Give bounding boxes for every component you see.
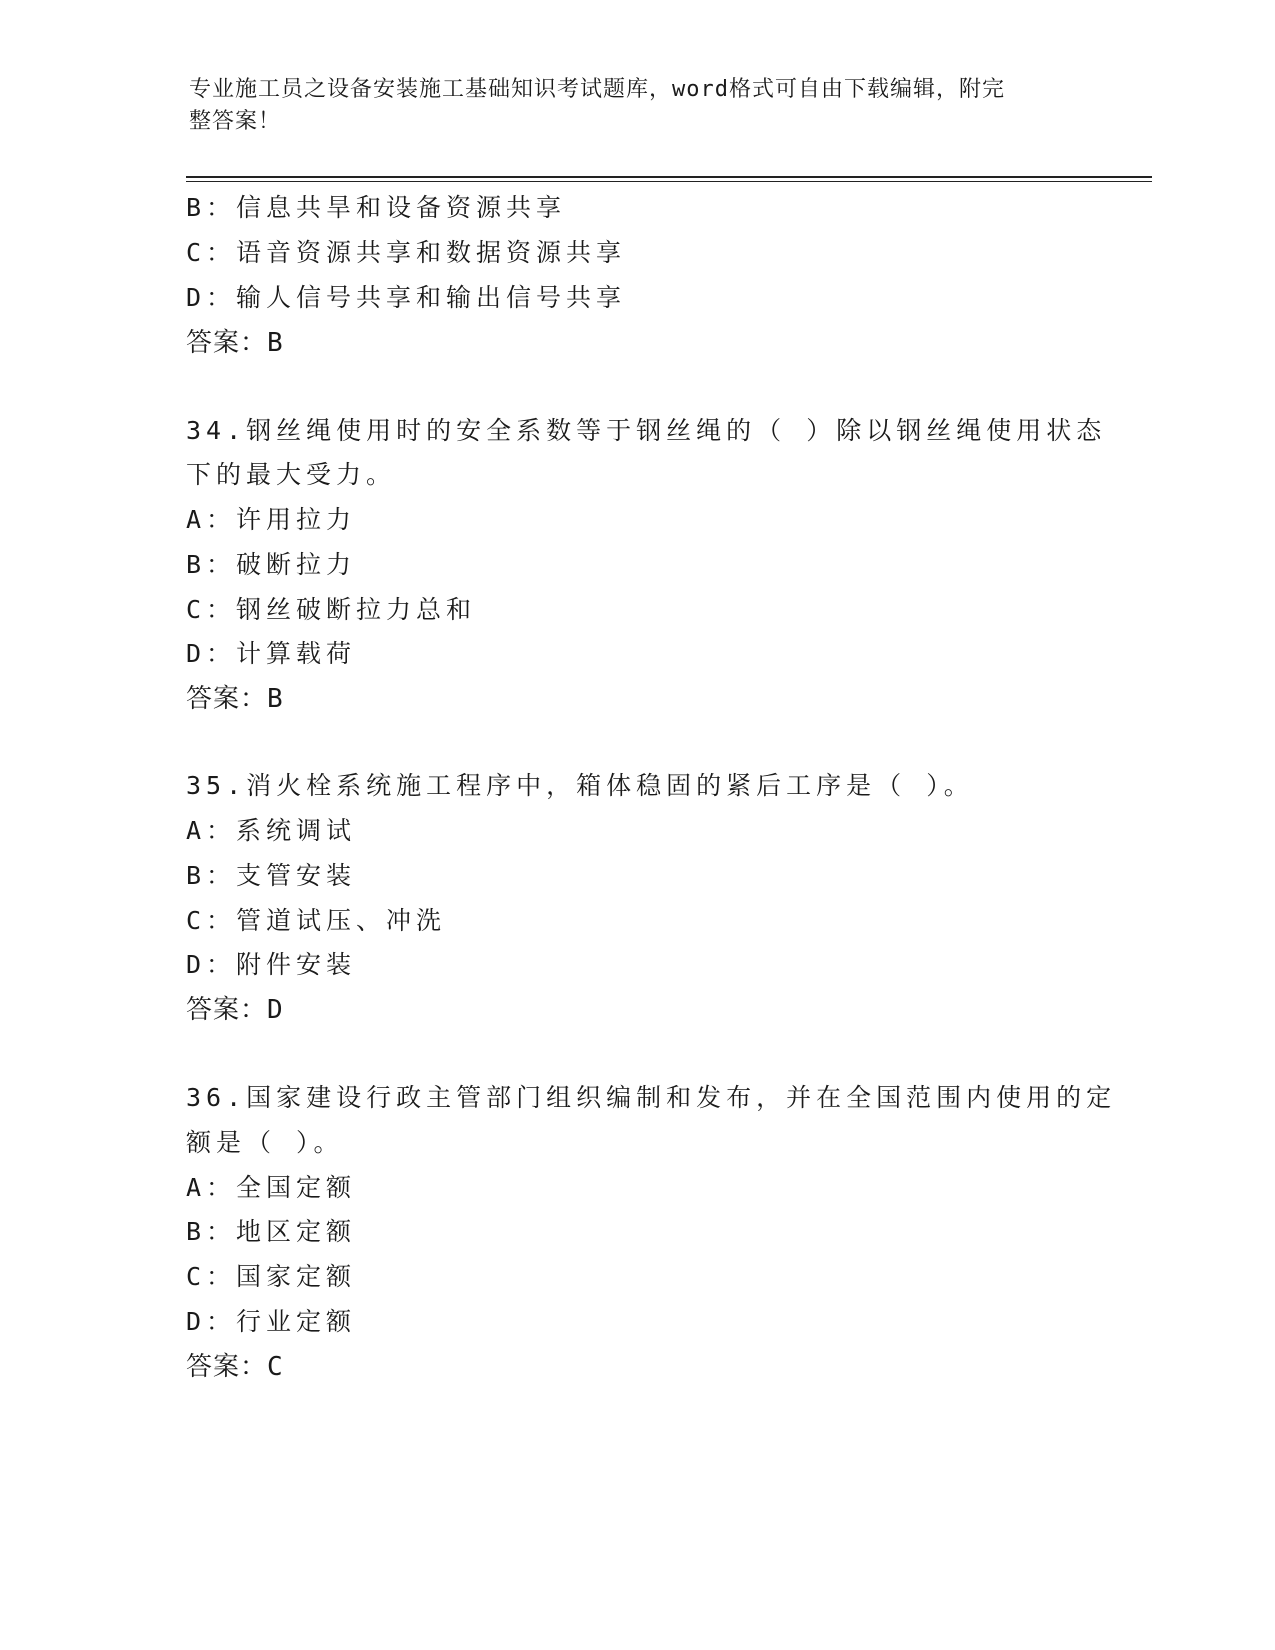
q34-answer [186,682,284,716]
q35-option-d: D：附件安装 [186,950,357,979]
answer-value: B [267,684,284,714]
answer-label: 答案： [186,684,268,714]
q36-stem-line-2: 额是（ ）。 [186,1128,344,1157]
answer-label: 答案： [186,995,268,1025]
answer-label: 答案： [186,328,268,358]
q36-answer [186,1350,284,1384]
q33-answer [186,326,284,360]
q34-option-d: D：计算载荷 [186,639,357,668]
q35-answer [186,993,284,1027]
q35-option-a: A：系统调试 [186,816,357,845]
q33-option-d: D：输人信号共享和输出信号共享 [186,283,627,312]
document-header [189,74,1069,138]
answer-value: D [267,995,284,1025]
q36-option-b: B：地区定额 [186,1217,357,1246]
q34-option-b: B：破断拉力 [186,550,357,579]
q35-option-b: B：支管安装 [186,861,357,890]
q35-stem-line-1: 35.消火栓系统施工程序中，箱体稳固的紧后工序是（ ）。 [186,771,974,800]
q33-option-b: B：信息共旱和设备资源共享 [186,193,567,222]
q34-option-c: C：钢丝破断拉力总和 [186,595,477,624]
q34-stem-line-2: 下的最大受力。 [186,460,397,489]
header-divider-thin [186,181,1152,182]
header-line-1: 专业施工员之设备安装施工基础知识考试题库，word格式可自由下载编辑，附完 [189,77,1005,102]
q34-stem-line-1: 34.钢丝绳使用时的安全系数等于钢丝绳的（ ）除以钢丝绳使用状态 [186,416,1107,445]
q36-option-a: A：全国定额 [186,1173,357,1202]
q36-stem-line-1: 36.国家建设行政主管部门组织编制和发布，并在全国范围内使用的定 [186,1083,1117,1112]
header-divider-thick [186,176,1152,178]
answer-value: C [267,1352,284,1382]
q35-option-c: C：管道试压、冲洗 [186,906,447,935]
q34-option-a: A：许用拉力 [186,505,357,534]
q36-option-d: D：行业定额 [186,1307,357,1336]
q33-option-c: C：语音资源共享和数据资源共享 [186,238,627,267]
q36-option-c: C：国家定额 [186,1262,357,1291]
header-line-2: 整答案！ [189,109,282,134]
answer-label: 答案： [186,1352,268,1382]
answer-value: B [267,328,284,358]
